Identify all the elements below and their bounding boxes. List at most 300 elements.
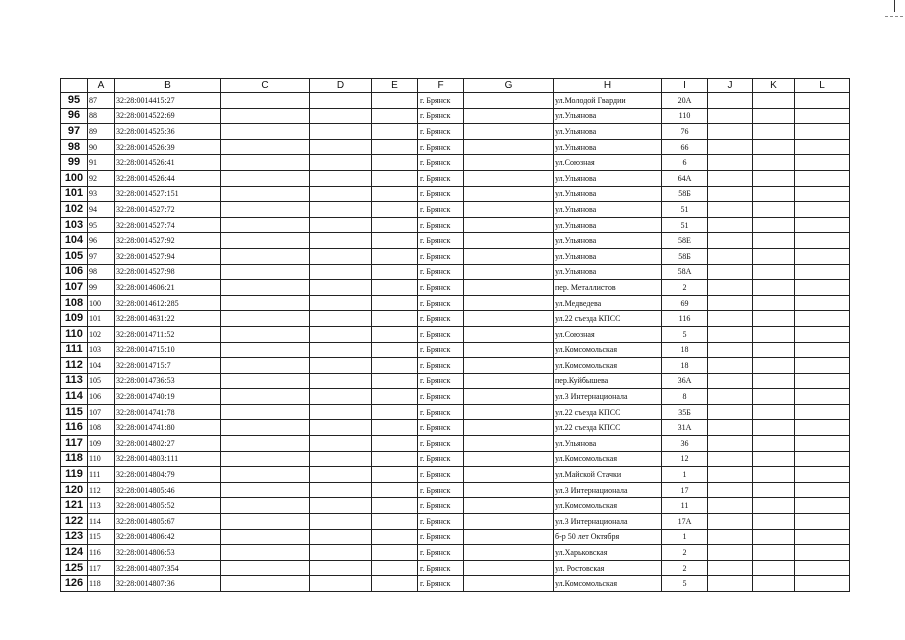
table-row [61,373,850,389]
cell-d [310,436,372,452]
cell-f: г. Брянск [418,108,464,124]
cell-j [708,233,753,249]
cell-h: б-р 50 лет Октября [554,529,662,545]
cell-d [310,467,372,483]
cell-e [372,436,418,452]
cell-f: г. Брянск [418,451,464,467]
cell-e [372,108,418,124]
row-number: 100 [61,170,88,186]
cell-e [372,560,418,576]
cell-d [310,498,372,514]
cell-h: ул.Медведева [554,295,662,311]
cell-l [795,498,850,514]
cell-l [795,139,850,155]
cell-h: ул.3 Интернационала [554,482,662,498]
cell-a: 114 [88,514,115,530]
cell-i: 58А [662,264,708,280]
row-number: 102 [61,202,88,218]
cell-f: г. Брянск [418,217,464,233]
cell-h: ул.Союзная [554,155,662,171]
cell-g [464,295,554,311]
cell-c [221,139,310,155]
cell-i: 51 [662,217,708,233]
cell-c [221,498,310,514]
cell-b: 32:28:0014806:53 [115,545,221,561]
table-row [61,264,850,280]
cell-b: 32:28:0014803:111 [115,451,221,467]
column-header-k: K [753,79,795,93]
cell-e [372,280,418,296]
row-number: 118 [61,451,88,467]
cell-g [464,93,554,109]
cell-c [221,202,310,218]
cell-k [753,202,795,218]
cell-h: ул.Комсомольская [554,498,662,514]
cell-d [310,389,372,405]
cell-j [708,202,753,218]
cell-l [795,529,850,545]
cell-e [372,482,418,498]
table-row [61,436,850,452]
cell-j [708,124,753,140]
cell-d [310,576,372,592]
cell-k [753,498,795,514]
cell-k [753,389,795,405]
cell-a: 102 [88,326,115,342]
cell-i: 2 [662,545,708,561]
cell-d [310,358,372,374]
cell-e [372,139,418,155]
cell-f: г. Брянск [418,529,464,545]
cell-f: г. Брянск [418,436,464,452]
cell-g [464,560,554,576]
cell-c [221,529,310,545]
cell-a: 104 [88,358,115,374]
cell-f: г. Брянск [418,326,464,342]
cell-c [221,295,310,311]
cell-a: 106 [88,389,115,405]
cell-h: ул.3 Интернационала [554,514,662,530]
cell-b: 32:28:0014527:72 [115,202,221,218]
cell-k [753,482,795,498]
cell-a: 103 [88,342,115,358]
table-row [61,389,850,405]
table-row [61,295,850,311]
row-number: 112 [61,358,88,374]
cell-f: г. Брянск [418,186,464,202]
cell-f: г. Брянск [418,233,464,249]
cell-f: г. Брянск [418,498,464,514]
cell-c [221,170,310,186]
table-row [61,139,850,155]
cell-i: 58Е [662,233,708,249]
cell-l [795,482,850,498]
cell-f: г. Брянск [418,373,464,389]
cell-h: ул.Ульянова [554,139,662,155]
cell-j [708,170,753,186]
cell-f: г. Брянск [418,560,464,576]
cell-l [795,93,850,109]
row-number: 96 [61,108,88,124]
cell-c [221,545,310,561]
cell-a: 101 [88,311,115,327]
cell-k [753,170,795,186]
table-row [61,514,850,530]
cell-i: 36А [662,373,708,389]
cell-b: 32:28:0014526:41 [115,155,221,171]
table-row [61,248,850,264]
cell-k [753,326,795,342]
cell-b: 32:28:0014740:19 [115,389,221,405]
cell-e [372,217,418,233]
cell-f: г. Брянск [418,93,464,109]
cell-i: 116 [662,311,708,327]
cell-b: 32:28:0014807:36 [115,576,221,592]
spreadsheet-table [60,78,850,592]
cell-d [310,482,372,498]
cell-k [753,514,795,530]
cell-a: 117 [88,560,115,576]
cell-g [464,404,554,420]
cell-d [310,217,372,233]
cell-k [753,280,795,296]
cell-g [464,264,554,280]
cell-g [464,482,554,498]
cell-d [310,451,372,467]
cell-e [372,233,418,249]
column-header-e: E [372,79,418,93]
cell-k [753,311,795,327]
cell-j [708,467,753,483]
cell-c [221,155,310,171]
cell-h: ул.Ульянова [554,264,662,280]
cell-d [310,545,372,561]
cell-b: 32:28:0014612:285 [115,295,221,311]
cell-a: 98 [88,264,115,280]
row-number: 98 [61,139,88,155]
cell-i: 18 [662,358,708,374]
cell-h: ул.Ульянова [554,186,662,202]
cell-i: 58Б [662,248,708,264]
cell-g [464,217,554,233]
cell-g [464,389,554,405]
cell-h: ул.Майской Стачки [554,467,662,483]
row-number: 109 [61,311,88,327]
cell-g [464,342,554,358]
cell-h: ул.Ульянова [554,248,662,264]
cell-i: 1 [662,467,708,483]
cell-a: 115 [88,529,115,545]
cell-h: ул.3 Интернационала [554,389,662,405]
cell-h: ул.Ульянова [554,170,662,186]
row-number: 119 [61,467,88,483]
cell-a: 97 [88,248,115,264]
cell-k [753,420,795,436]
table-row [61,420,850,436]
table-row [61,93,850,109]
cell-b: 32:28:0014525:36 [115,124,221,140]
cell-f: г. Брянск [418,576,464,592]
cell-l [795,311,850,327]
cell-b: 32:28:0014527:151 [115,186,221,202]
cell-c [221,420,310,436]
cell-e [372,264,418,280]
cell-i: 76 [662,124,708,140]
row-number: 110 [61,326,88,342]
cell-d [310,342,372,358]
table-row [61,124,850,140]
cell-f: г. Брянск [418,202,464,218]
table-row [61,358,850,374]
cell-d [310,264,372,280]
row-number: 108 [61,295,88,311]
cell-c [221,514,310,530]
table-row [61,280,850,296]
cell-j [708,311,753,327]
cell-b: 32:28:0014606:21 [115,280,221,296]
cell-h: ул.22 съезда КПСС [554,404,662,420]
row-number: 106 [61,264,88,280]
cell-f: г. Брянск [418,514,464,530]
cell-b: 32:28:0014804:79 [115,467,221,483]
cell-c [221,404,310,420]
column-header-b: B [115,79,221,93]
cell-b: 32:28:0014807:354 [115,560,221,576]
row-number: 125 [61,560,88,576]
table-row [61,576,850,592]
cell-f: г. Брянск [418,264,464,280]
cell-c [221,358,310,374]
cell-a: 89 [88,124,115,140]
cell-k [753,342,795,358]
page-edge-dash [885,16,903,18]
row-number: 117 [61,436,88,452]
cell-e [372,202,418,218]
cell-a: 87 [88,93,115,109]
cell-k [753,124,795,140]
table-row [61,467,850,483]
cell-a: 105 [88,373,115,389]
cell-j [708,155,753,171]
cell-e [372,514,418,530]
cell-a: 94 [88,202,115,218]
cell-l [795,545,850,561]
cell-g [464,202,554,218]
row-number: 124 [61,545,88,561]
cell-d [310,139,372,155]
cell-e [372,295,418,311]
cell-f: г. Брянск [418,295,464,311]
cell-d [310,93,372,109]
cell-a: 95 [88,217,115,233]
cell-a: 96 [88,233,115,249]
column-header-h: H [554,79,662,93]
cell-e [372,404,418,420]
cell-h: ул.22 съезда КПСС [554,420,662,436]
cell-a: 109 [88,436,115,452]
cell-l [795,451,850,467]
cell-h: ул.Ульянова [554,436,662,452]
cell-e [372,545,418,561]
cell-e [372,186,418,202]
cell-f: г. Брянск [418,280,464,296]
cell-i: 2 [662,280,708,296]
cell-l [795,358,850,374]
row-number: 123 [61,529,88,545]
cell-e [372,93,418,109]
cell-g [464,233,554,249]
cell-l [795,373,850,389]
cell-g [464,420,554,436]
cell-l [795,326,850,342]
row-number: 111 [61,342,88,358]
cell-c [221,326,310,342]
cell-b: 32:28:0014711:52 [115,326,221,342]
cell-h: ул.Ульянова [554,108,662,124]
corner-header [61,79,88,93]
cell-f: г. Брянск [418,545,464,561]
cell-i: 31А [662,420,708,436]
table-row [61,326,850,342]
cell-b: 32:28:0014736:53 [115,373,221,389]
cell-b: 32:28:0014526:39 [115,139,221,155]
table-row [61,202,850,218]
cell-l [795,404,850,420]
cell-j [708,498,753,514]
row-number: 105 [61,248,88,264]
cell-d [310,280,372,296]
cell-l [795,170,850,186]
cell-c [221,217,310,233]
cell-e [372,467,418,483]
table-row [61,233,850,249]
cell-f: г. Брянск [418,248,464,264]
cell-a: 90 [88,139,115,155]
cell-c [221,451,310,467]
cell-d [310,124,372,140]
table-body [61,93,850,592]
cell-h: ул.Союзная [554,326,662,342]
cell-i: 1 [662,529,708,545]
cell-d [310,108,372,124]
cell-j [708,280,753,296]
cell-j [708,217,753,233]
cell-g [464,139,554,155]
cell-a: 92 [88,170,115,186]
cell-c [221,248,310,264]
page-edge-mark [894,0,895,12]
cell-h: ул. Ростовская [554,560,662,576]
cell-k [753,358,795,374]
cell-d [310,186,372,202]
cell-c [221,373,310,389]
table-row [61,155,850,171]
cell-b: 32:28:0014741:80 [115,420,221,436]
cell-l [795,342,850,358]
cell-c [221,264,310,280]
cell-k [753,451,795,467]
cell-l [795,124,850,140]
cell-h: ул.Комсомольская [554,342,662,358]
cell-h: ул.Комсомольская [554,358,662,374]
table-row [61,108,850,124]
cell-j [708,93,753,109]
cell-d [310,202,372,218]
cell-d [310,514,372,530]
cell-a: 93 [88,186,115,202]
row-number: 95 [61,93,88,109]
table-row [61,482,850,498]
cell-b: 32:28:0014805:46 [115,482,221,498]
cell-b: 32:28:0014805:52 [115,498,221,514]
cell-j [708,451,753,467]
cell-i: 6 [662,155,708,171]
cell-d [310,295,372,311]
cell-g [464,326,554,342]
cell-i: 17 [662,482,708,498]
cell-j [708,482,753,498]
cell-d [310,560,372,576]
cell-l [795,217,850,233]
cell-i: 5 [662,576,708,592]
cell-c [221,576,310,592]
cell-k [753,529,795,545]
cell-a: 107 [88,404,115,420]
cell-f: г. Брянск [418,170,464,186]
cell-h: ул.Ульянова [554,217,662,233]
cell-i: 36 [662,436,708,452]
cell-f: г. Брянск [418,124,464,140]
table-row [61,404,850,420]
cell-i: 11 [662,498,708,514]
cell-i: 58Б [662,186,708,202]
cell-g [464,155,554,171]
cell-l [795,389,850,405]
cell-k [753,233,795,249]
cell-d [310,420,372,436]
cell-j [708,560,753,576]
cell-j [708,404,753,420]
cell-h: ул.Ульянова [554,233,662,249]
row-number: 97 [61,124,88,140]
cell-g [464,529,554,545]
cell-j [708,358,753,374]
cell-d [310,373,372,389]
cell-h: ул.Харьковская [554,545,662,561]
cell-i: 8 [662,389,708,405]
row-number: 115 [61,404,88,420]
cell-l [795,108,850,124]
cell-c [221,280,310,296]
cell-i: 18 [662,342,708,358]
cell-k [753,373,795,389]
cell-k [753,155,795,171]
table-row [61,498,850,514]
cell-i: 12 [662,451,708,467]
cell-g [464,373,554,389]
cell-a: 91 [88,155,115,171]
cell-b: 32:28:0014631:22 [115,311,221,327]
cell-e [372,576,418,592]
cell-i: 64А [662,170,708,186]
cell-g [464,186,554,202]
cell-c [221,389,310,405]
cell-e [372,420,418,436]
cell-b: 32:28:0014527:92 [115,233,221,249]
cell-j [708,186,753,202]
cell-b: 32:28:0014806:42 [115,529,221,545]
cell-k [753,108,795,124]
